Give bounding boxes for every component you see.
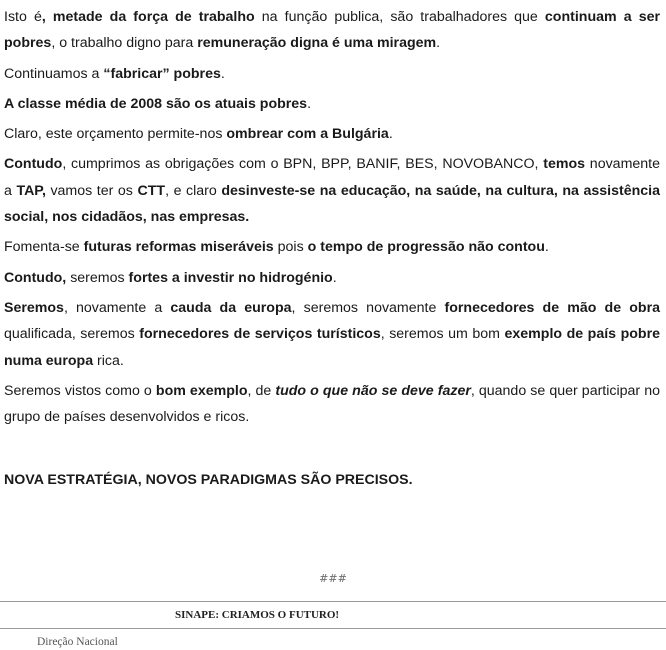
section-separator: ###	[319, 572, 347, 585]
paragraph-text: novamente a	[4, 156, 660, 199]
paragraph	[4, 4, 660, 57]
emphasis-text: continuam a ser pobres	[4, 9, 661, 52]
paragraph-text: Seremos vistos como o	[4, 382, 156, 399]
emphasis-text: fortes a investir no hidrogénio	[128, 269, 333, 286]
paragraph-text: .	[388, 126, 393, 143]
paragraph	[4, 61, 660, 87]
paragraph-list	[4, 4, 660, 430]
emphasis-text: A classe média de 2008 são os atuais pobres	[4, 95, 308, 112]
footer-top-rule	[0, 601, 666, 602]
emphasis-text: remuneração digna é uma miragem	[197, 35, 437, 52]
paragraph-text: , novamente a	[63, 299, 171, 316]
paragraph-text: Fomenta-se	[4, 239, 84, 256]
paragraph-text: , quando se quer participar no grupo de países desenvolvidos e ricos.	[4, 382, 661, 426]
emphasis-text: fornecedores de mão de obra	[444, 299, 660, 316]
paragraph-text: .	[544, 239, 549, 256]
emphasis-text: futuras reformas miseráveis	[83, 239, 274, 256]
paragraph-text: vamos ter os	[45, 182, 138, 199]
signature: Direção Nacional	[37, 636, 118, 648]
paragraph-text: .	[436, 35, 441, 52]
paragraph-text: rica.	[93, 352, 124, 369]
emphasis-text: “fabricar” pobres	[103, 65, 221, 82]
footer-slogan: SINAPE: CRIAMOS O FUTURO!	[175, 609, 340, 621]
emphasis-text: bom exemplo	[155, 382, 248, 399]
emphasis-text: CTT	[137, 182, 166, 199]
paragraph-text: Continuamos a	[4, 65, 104, 82]
emphasis-text: Contudo,	[4, 269, 67, 286]
emphasis-text: , metade da força de trabalho	[41, 9, 255, 25]
paragraph	[4, 121, 660, 147]
paragraph-text: , seremos novamente	[291, 299, 445, 316]
paragraph-text: .	[332, 269, 337, 286]
paragraph-text: , de	[247, 382, 276, 399]
paragraph	[4, 295, 660, 374]
paragraph-text: na função publica, são trabalhadores que	[254, 9, 545, 25]
paragraph-text: .	[220, 65, 225, 82]
paragraph-text: qualificada, seremos	[4, 326, 140, 343]
emphasis-text: cauda da europa	[170, 299, 292, 316]
paragraph-text: seremos	[66, 269, 129, 286]
paragraph	[4, 378, 660, 431]
paragraph-text: Isto é	[4, 9, 42, 25]
emphasis-text: TAP,	[16, 182, 46, 199]
emphasis-text: desinveste-se na educação, na saúde, na cultura, na assistência social, nos cidadãos, nas empresas.	[4, 182, 660, 226]
emphasis-text: temos	[543, 156, 586, 173]
emphasis-text: fornecedores de serviços turísticos	[139, 326, 381, 343]
document-body	[4, 4, 660, 488]
paragraph-text: , o trabalho digno para	[51, 35, 198, 52]
paragraph	[4, 151, 660, 230]
paragraph-text: , cumprimos as obrigações com o BPN, BPP, BANIF, BES, NOVOBANCO,	[62, 156, 544, 173]
paragraph-text: pois	[273, 239, 308, 256]
footer-bottom-rule	[0, 628, 666, 629]
emphasis-text: Contudo	[4, 156, 63, 173]
emphasis-text: Seremos	[4, 299, 64, 316]
emphasis-text: exemplo de país pobre numa europa	[4, 326, 661, 369]
paragraph	[4, 265, 660, 291]
paragraph	[4, 234, 660, 260]
paragraph-text: , e claro	[165, 182, 222, 199]
emphasis-text: tudo o que não se deve fazer	[275, 382, 471, 399]
emphasis-text: o tempo de progressão não contou	[307, 239, 545, 256]
paragraph-text: , seremos um bom	[380, 326, 505, 343]
paragraph-text: .	[307, 95, 312, 112]
paragraph	[4, 91, 660, 117]
paragraph-text: Claro, este orçamento permite-nos	[4, 126, 227, 143]
emphasis-text: ombrear com a Bulgária	[226, 126, 389, 143]
closing-statement: NOVA ESTRATÉGIA, NOVOS PARADIGMAS SÃO PRECISOS.	[4, 472, 413, 489]
